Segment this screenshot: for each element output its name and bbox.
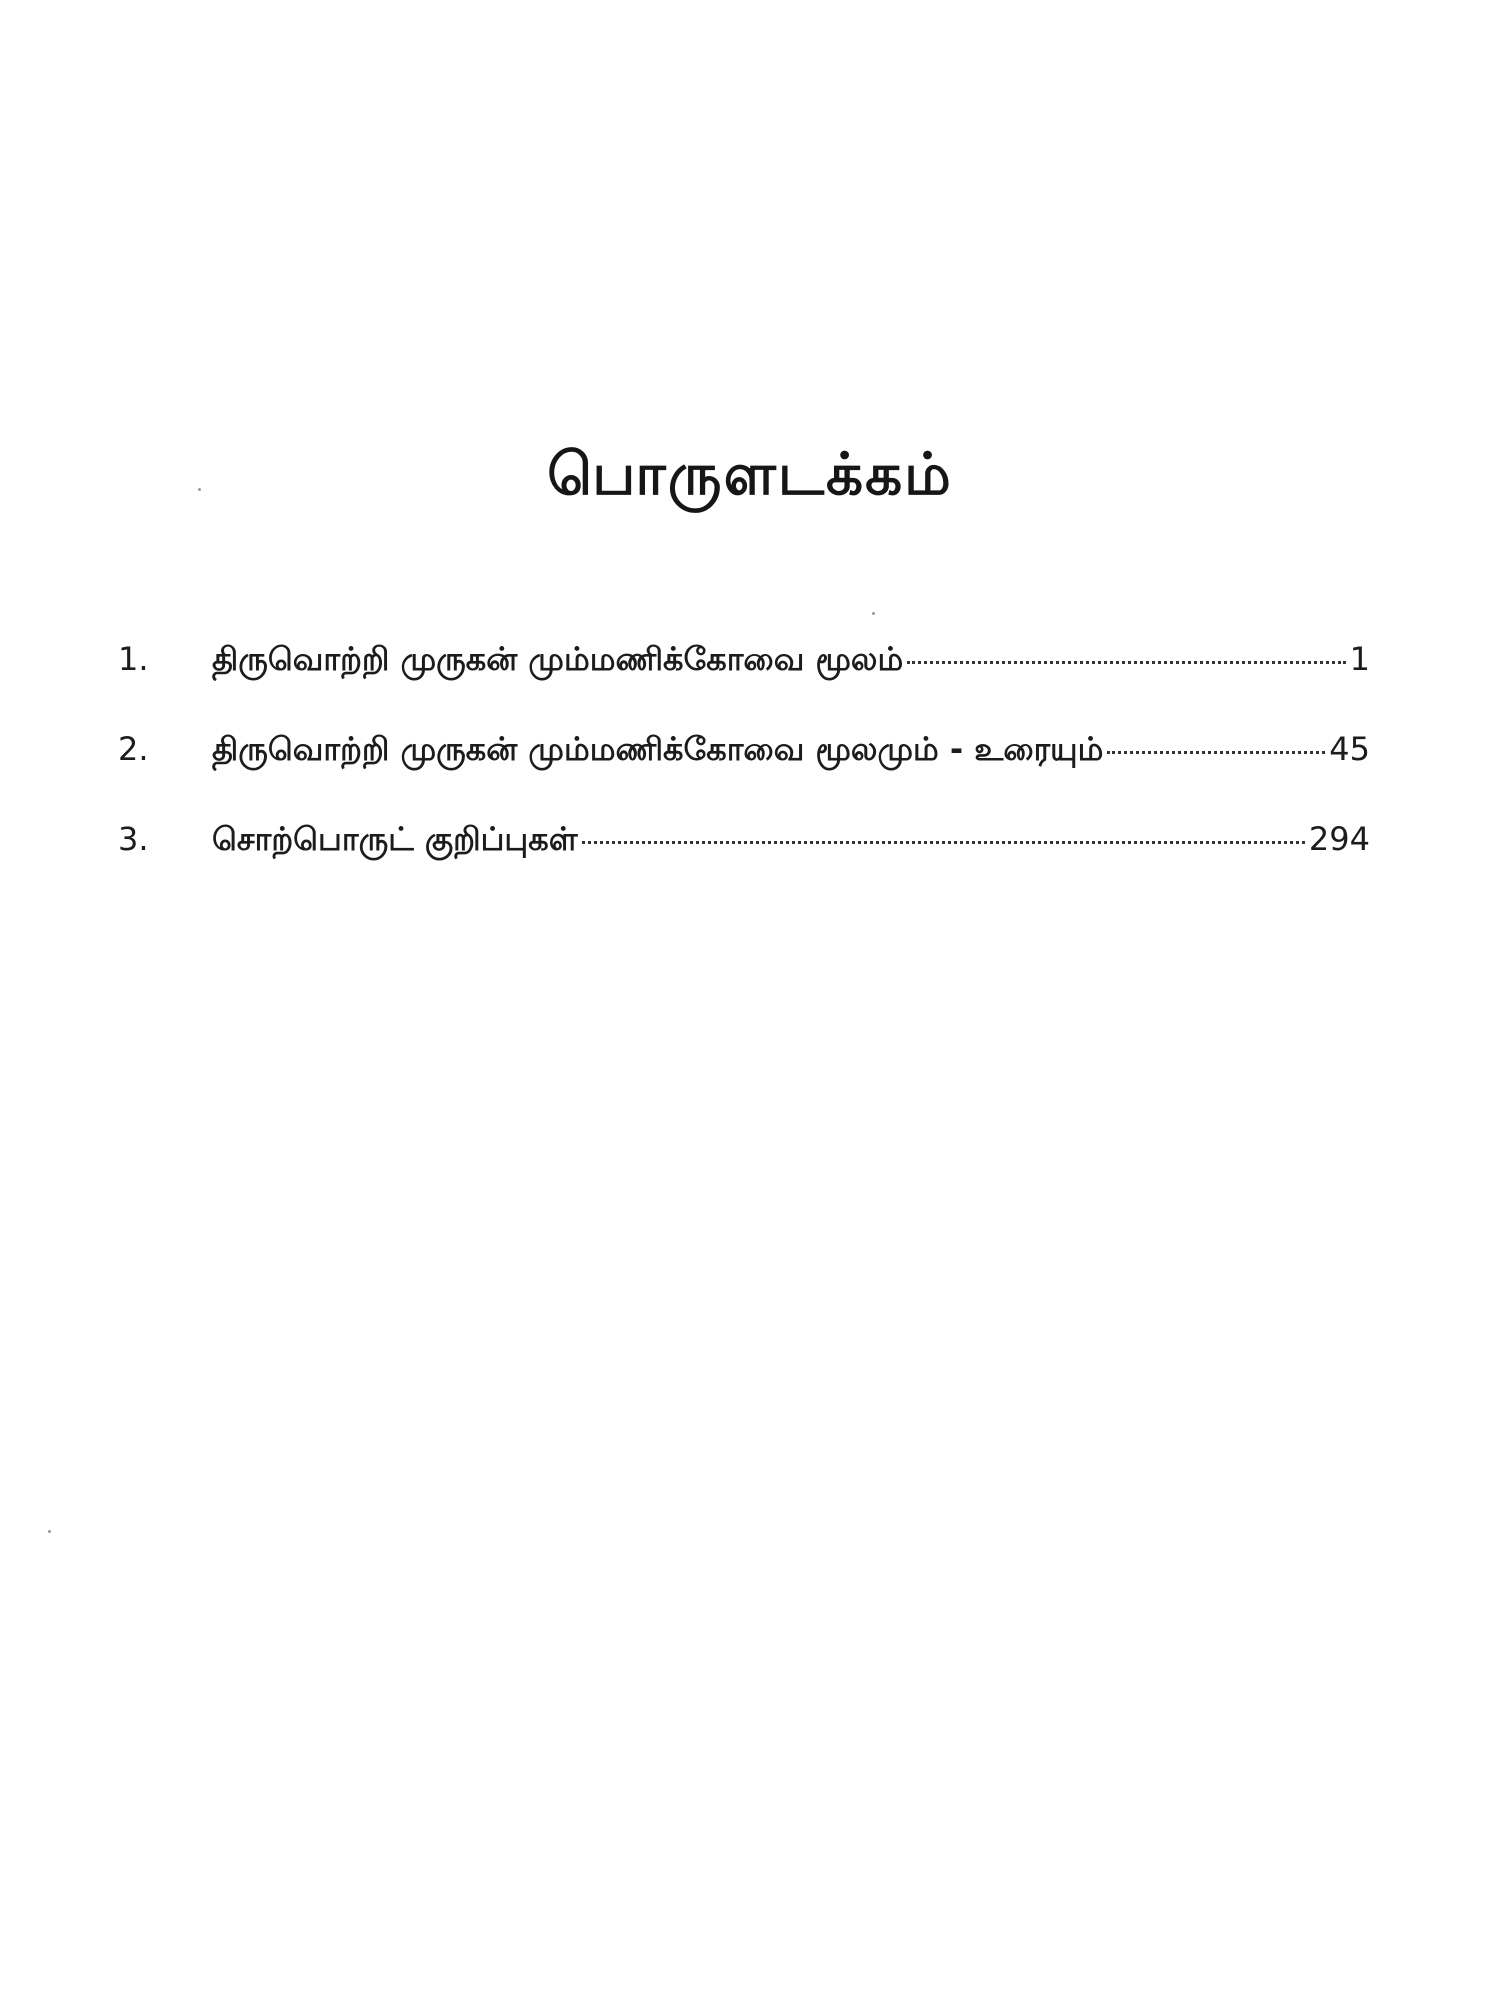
toc-entry-page: 45 xyxy=(1329,730,1370,768)
toc-entry xyxy=(118,640,1370,730)
toc-entry-number: 3. xyxy=(118,820,149,858)
toc-entry-number: 1. xyxy=(118,640,149,678)
toc-entry-title: திருவொற்றி முருகன் மும்மணிக்கோவை மூலமும் - உரையும் xyxy=(212,730,1104,768)
toc-entry xyxy=(118,820,1370,910)
toc-entry-page: 294 xyxy=(1308,820,1370,858)
toc-entry-title: சொற்பொருட் குறிப்புகள் xyxy=(212,820,578,858)
toc-entry-title: திருவொற்றி முருகன் மும்மணிக்கோவை மூலம் xyxy=(212,640,904,678)
toc-leader-dots xyxy=(907,661,1345,664)
paper-speck xyxy=(48,1530,51,1533)
toc-leader-dots xyxy=(582,841,1305,844)
toc-entry-number: 2. xyxy=(118,730,149,768)
table-of-contents xyxy=(118,640,1370,910)
paper-speck xyxy=(872,612,875,615)
toc-entry xyxy=(118,730,1370,820)
toc-entry-page: 1 xyxy=(1349,640,1370,678)
toc-leader-dots xyxy=(1107,751,1325,754)
page-title: பொருளடக்கம் xyxy=(547,440,953,508)
